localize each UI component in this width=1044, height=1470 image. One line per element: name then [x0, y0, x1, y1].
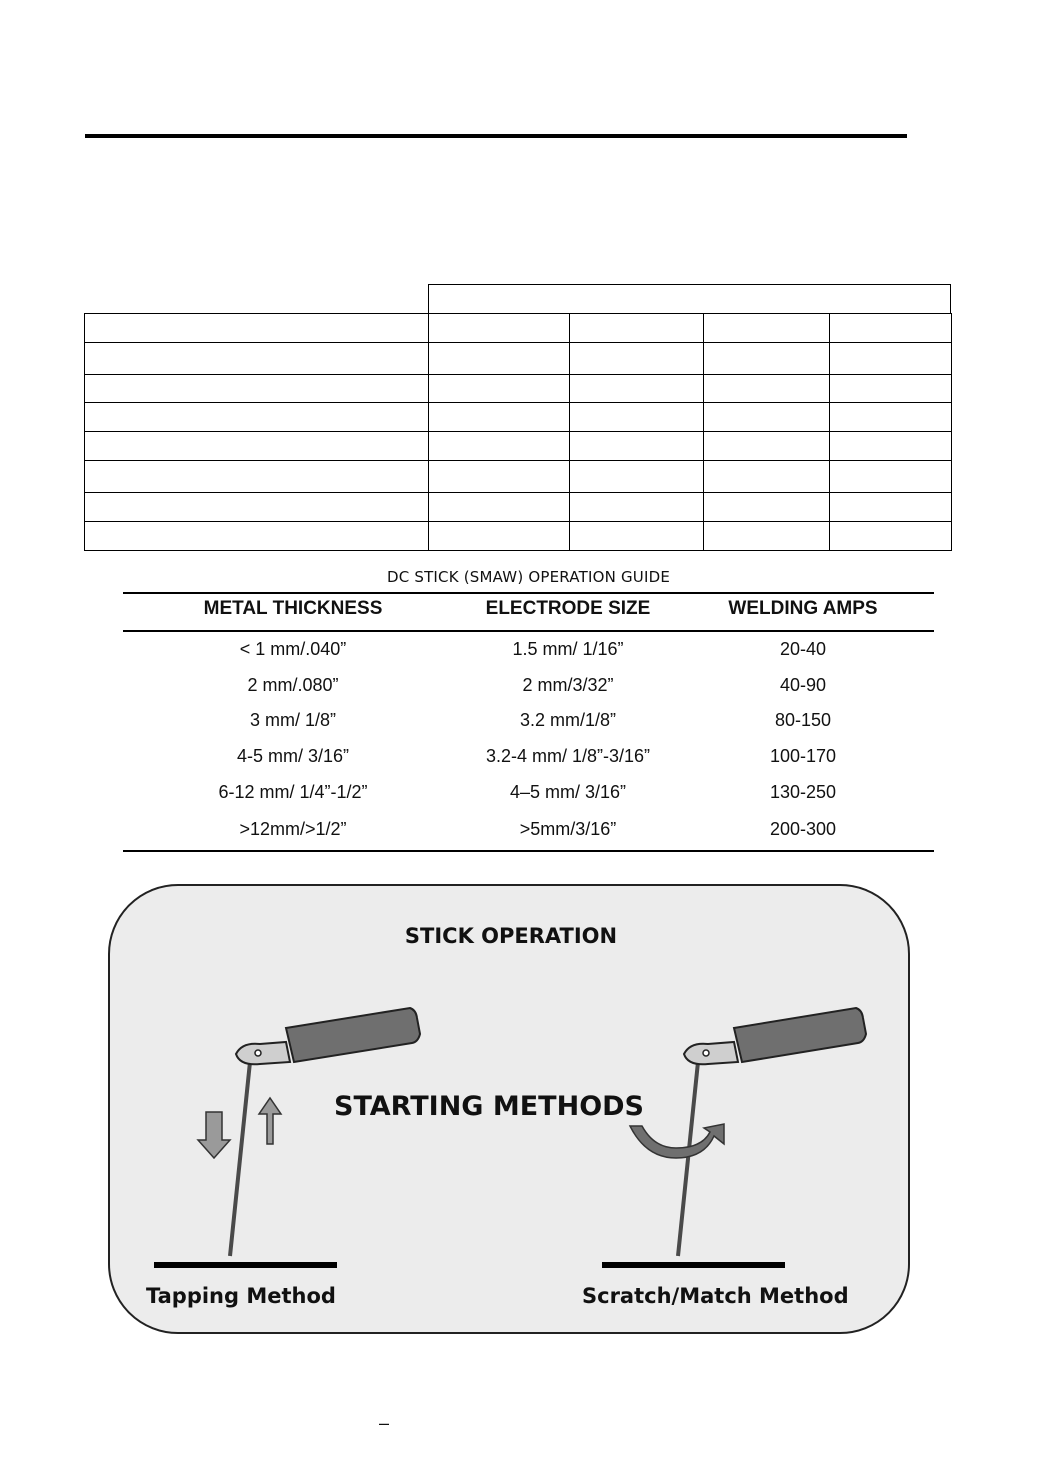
scratch-workpiece — [602, 1262, 785, 1268]
grid-cell — [428, 521, 570, 551]
welding-amps-cell: 20-40 — [779, 639, 827, 659]
grid-cell — [569, 521, 704, 551]
grid-cell — [829, 431, 952, 461]
table-row — [123, 710, 934, 740]
table-row — [123, 819, 934, 849]
empty-grid-table — [84, 284, 951, 550]
top-rule — [85, 134, 907, 138]
metal-thickness-cell: 2 mm/.080” — [247, 675, 339, 695]
stick-operation-panel — [108, 884, 910, 1334]
metal-thickness-cell: >12mm/>1/2” — [239, 819, 347, 839]
grid-cell — [703, 460, 830, 493]
grid-cell — [703, 402, 830, 432]
grid-cell — [84, 460, 429, 493]
welding-amps-cell: 80-150 — [774, 710, 832, 730]
grid-cell — [829, 521, 952, 551]
grid-cell — [569, 374, 704, 403]
footer-dash: – — [379, 1413, 390, 1433]
table-row — [123, 639, 934, 669]
tapping-method-label: Tapping Method — [146, 1284, 336, 1308]
electrode-size-cell: 1.5 mm/ 1/16” — [512, 639, 624, 659]
grid-cell — [703, 374, 830, 403]
grid-cell — [703, 492, 830, 522]
grid-cell — [428, 342, 570, 375]
scratch-holder-handle — [734, 1008, 866, 1062]
electrode-size-cell: 3.2-4 mm/ 1/8”-3/16” — [485, 746, 651, 766]
grid-cell — [84, 521, 429, 551]
welding-amps-cell: 40-90 — [779, 675, 827, 695]
scratch-electrode-rod — [678, 1062, 698, 1256]
grid-cell — [84, 342, 429, 375]
grid-cell — [84, 402, 429, 432]
grid-cell — [84, 431, 429, 461]
table-row — [123, 782, 934, 812]
welding-amps-cell: 130-250 — [769, 782, 837, 802]
metal-thickness-cell: 4-5 mm/ 3/16” — [236, 746, 350, 766]
tapping-electrode-holder-icon — [236, 1008, 420, 1064]
header-welding-amps: WELDING AMPS — [728, 598, 878, 619]
scratch-method-label: Scratch/Match Method — [582, 1284, 849, 1308]
electrode-size-cell: 2 mm/3/32” — [522, 675, 614, 695]
scratch-holder-jaw — [684, 1042, 738, 1064]
grid-cell — [703, 521, 830, 551]
grid-cell — [84, 374, 429, 403]
grid-cell — [569, 492, 704, 522]
grid-cell — [569, 342, 704, 375]
metal-thickness-cell: < 1 mm/.040” — [239, 639, 347, 659]
grid-cell — [569, 431, 704, 461]
grid-cell — [829, 402, 952, 432]
electrode-size-cell: 4–5 mm/ 3/16” — [509, 782, 627, 802]
grid-cell — [703, 313, 830, 343]
scratch-electrode-holder-icon — [684, 1008, 866, 1064]
grid-cell — [569, 313, 704, 343]
grid-cell — [84, 492, 429, 522]
guide-caption: DC STICK (SMAW) OPERATION GUIDE — [386, 568, 671, 586]
header-electrode-size: ELECTRODE SIZE — [485, 598, 651, 619]
welding-amps-cell: 100-170 — [769, 746, 837, 766]
metal-thickness-cell: 6-12 mm/ 1/4”-1/2” — [218, 782, 368, 802]
grid-cell — [829, 374, 952, 403]
grid-cell — [428, 431, 570, 461]
tap-up-arrow-icon — [259, 1098, 281, 1144]
grid-cell — [829, 313, 952, 343]
tapping-workpiece — [154, 1262, 337, 1268]
header-metal-thickness: METAL THICKNESS — [203, 598, 383, 619]
electrode-size-cell: 3.2 mm/1/8” — [519, 710, 617, 730]
electrode-size-cell: >5mm/3/16” — [519, 819, 617, 839]
table-row — [123, 746, 934, 776]
guide-rule-header — [123, 630, 934, 632]
grid-cell — [428, 313, 570, 343]
grid-cell — [829, 460, 952, 493]
grid-cell — [703, 342, 830, 375]
grid-cell — [703, 431, 830, 461]
grid-cell — [428, 460, 570, 493]
tap-down-arrow-icon — [198, 1112, 230, 1158]
tapping-holder-handle — [286, 1008, 420, 1062]
grid-cell — [829, 342, 952, 375]
guide-rule-bottom — [123, 850, 934, 852]
scratch-curved-arrow-icon — [630, 1124, 724, 1158]
grid-cell — [428, 374, 570, 403]
tapping-holder-jaw — [236, 1042, 290, 1064]
grid-cell — [428, 492, 570, 522]
welding-amps-cell: 200-300 — [769, 819, 837, 839]
tapping-electrode-rod — [230, 1062, 250, 1256]
metal-thickness-cell: 3 mm/ 1/8” — [249, 710, 337, 730]
grid-cell — [829, 492, 952, 522]
guide-rule-top — [123, 592, 934, 594]
starting-methods-label: STARTING METHODS — [334, 1091, 644, 1122]
grid-cell — [84, 313, 429, 343]
grid-header-cell — [428, 284, 951, 314]
table-row — [123, 675, 934, 705]
panel-title: STICK OPERATION — [404, 924, 618, 948]
grid-cell — [569, 460, 704, 493]
grid-cell — [569, 402, 704, 432]
grid-cell — [428, 402, 570, 432]
